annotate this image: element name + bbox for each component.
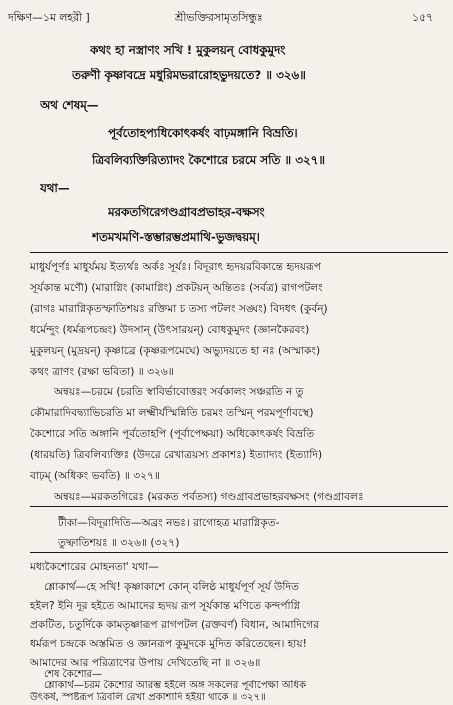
- anvaya-line-5: বাঢ়ম্‌ (অধিকং ভবতি) ॥ ৩২৭॥: [30, 470, 160, 482]
- example-verse-line-1: মরকতগিরেগণ্ডগ্রাবপ্রভাহর-বক্ষসং: [108, 205, 265, 219]
- commentary-line-5: মুকুলয়ন্‌ (মুদ্রয়ন্‌) কৃষ্ণাব্রে (কৃষ্ণরূপমেঘে) অভ্যুদয়তে হা নঃ (অস্মাকং): [30, 345, 321, 357]
- section-heading-shesham: অথ শেষম্‌—: [40, 98, 99, 112]
- divider-line: [30, 252, 448, 253]
- tika-line-2: তুষ্ফাতিশয়ঃ ॥ ৩২৬॥ (৩২৭): [58, 537, 180, 549]
- anvaya-line-3: কৈশোরে সতি অঙ্গানি পূর্বতোহপি (পূর্বাপেক্ষয়া) অধিকোৎকর্ষং বিভ্রতি: [30, 428, 315, 440]
- tika-box-top: [30, 506, 448, 507]
- madhya-kaishora-heading: মধ্যকৈশোরের মোহনতা' যথা—: [30, 561, 159, 573]
- running-header-title: শ্রীভক্তিরসামৃতসিন্ধুঃ: [175, 11, 263, 24]
- example-verse-line-2: শতমখমণি-স্তম্ভারম্ভপ্রমাথি-ভুজদ্বয়ম্‌।: [92, 230, 260, 244]
- anvaya-line-4: (ধারয়তি) ত্রিবলিব্যক্তিঃ (উদরে রেখাত্রয়স্য প্রকাশঃ) ইত্যাদ্যং (ইত্যাদি): [30, 449, 323, 461]
- anvaya-line-2: কৌমারাদিবদ্ব্যাভিচরতি মা লক্ষ্মীর্যস্মিন্নিতি চরমং তস্মিন্‌ পরমপূর্ণাবস্থে): [30, 407, 314, 419]
- verse-327-line-1: পূর্বতোহপ্যধিকোৎকর্ষং বাঢ়মঙ্গানি বিভ্রতি।: [108, 126, 298, 140]
- commentary-line-6: কথং ত্রাণং (রক্ষা ভবিতা) ॥ ৩২৬॥: [30, 366, 174, 378]
- translation-326-line-2: হইল? ইনি দূর হইতে আমাদের হৃদয় রূপ সূর্যকান্ত মণিতে কন্দর্পাগ্নি: [30, 600, 301, 612]
- anvaya-line-6: অন্বয়ঃ—মরকতগিরেঃ (মরকত পর্বতস্য) গণ্ডগ্রাবপ্রভাহরবক্ষসং (গণ্ডগ্রাবলঃ: [54, 491, 364, 503]
- tika-box-bottom: [30, 552, 448, 553]
- yatha-heading: যথা—: [40, 181, 70, 195]
- verse-326-line-1: কথং হা নস্ত্রাণং সখি ! মুকুলয়ন্‌ বোধকুমুদং: [90, 43, 286, 57]
- commentary-line-4: ধর্মেন্দুং (ধর্মরূপচন্দ্রং) উদসান্‌ (উৎসারয়ন্‌) বোধকুমুদং (জ্ঞানকৈরবং): [30, 324, 310, 336]
- translation-326-line-5: আমাদের আর পরিত্রাণের উপায় দেখিতেছি না ॥ ৩২৬॥: [30, 657, 261, 669]
- page-number: ১৫৭: [412, 11, 434, 24]
- commentary-line-3: (রাগঃ মারাগ্নিকৃতস্ফাতিশয়ঃ রক্তিমা চ তস্য পটলং সঙ্ঘং) বিদধৎ (কুর্বন্‌): [30, 303, 328, 315]
- translation-327-line-2: উৎকর্ষ, স্পষ্টরূপ ত্রিবলি রেখা প্রকাশাদি হইয়া থাকে ॥ ৩২৭॥: [30, 692, 266, 703]
- verse-327-line-2: ত্রিবলিব্যক্তিরিত্যাদং কৈশোরে চরমে সতি ॥ ৩২৭॥: [92, 153, 325, 167]
- commentary-line-1: মাধুর্যপূর্ণঃ মাধুর্যময় ইত্যর্থঃ অর্কঃ সূর্যঃ। বিদূরাৎ হৃদয়রবিকান্তে হৃদয়রূপ: [30, 261, 321, 273]
- anvaya-line-1: অন্বয়ঃ—চরমে (চরতি স্বাবির্ভাবোত্তরং সর্বকালং সঞ্চরতি ন তু: [54, 386, 304, 398]
- running-header-left: দক্ষিণ—১ম লহরী ]: [8, 11, 90, 24]
- shesha-kaishora-heading: শেষ কৈশোর—: [44, 669, 103, 680]
- translation-326-line-4: ধর্মরূপ চন্দ্রকে অস্তমিত ও জ্ঞানরূপ কুমুদকে মুদিত করিতেছেন। হায়!: [30, 638, 307, 650]
- translation-326-line-3: প্রকটিত, চতুর্দিকে কামতৃষ্ণারূপ রাগপটল (রক্তবর্ণ) বিধান, আমাদিগের: [30, 619, 320, 631]
- translation-326-line-1: শ্লোকার্থ—হে সখি! কৃষ্ণাকাশে কোন্‌ বলিষ্ঠ মাধুর্যপূর্ণ সূর্য উদিত: [44, 581, 299, 593]
- tika-line-1: টীকা—বিদূরাদিতি—অব্রং নভঃ। রাগোহত্র মারাগ্নিকৃত-: [58, 517, 280, 529]
- translation-327-line-1: শ্লোকার্থ—চরম কৈশোর আরম্ভ হইলে অঙ্গ সকলের পূর্বাপেক্ষা অধিক: [44, 680, 306, 691]
- verse-326-line-2: তরুণী কৃষ্ণাবদ্রে মধুরিমভরারোহভুদয়তে? ॥ ৩২৬॥: [72, 68, 306, 82]
- commentary-line-2: সূর্যকান্ত মণৌ) (মারাগ্নিং (কামাগ্নিং) প্রকটয়ন্‌ অন্তিতঃ (সর্বত্র) রাগপটলং: [30, 282, 323, 294]
